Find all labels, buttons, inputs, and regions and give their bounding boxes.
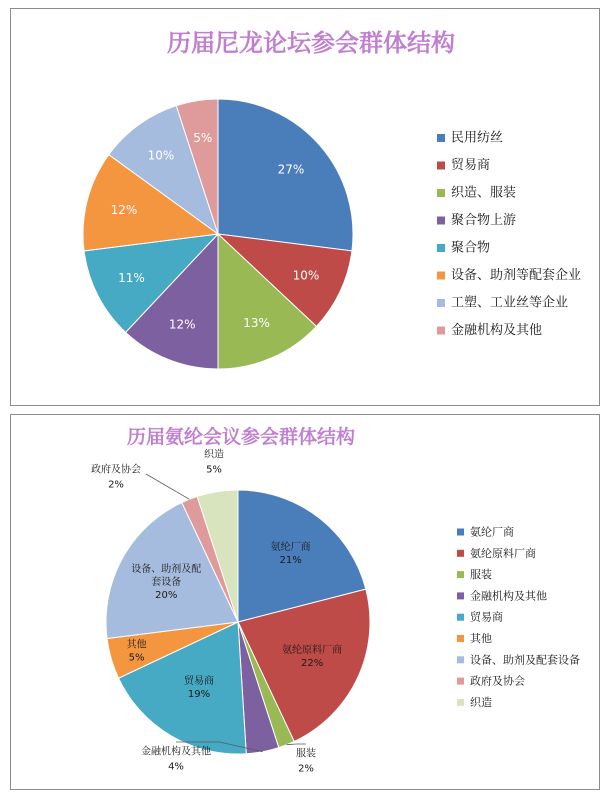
legend-label: 聚合物 [451, 240, 491, 256]
legend-swatch [457, 592, 464, 599]
legend-swatch [457, 656, 464, 663]
data-label: 织造 5% [204, 449, 224, 476]
legend-label: 金融机构及其他 [470, 589, 547, 603]
legend-label: 政府及协会 [470, 674, 525, 688]
legend-label: 织造、服装 [451, 185, 517, 201]
chart-panel-nylon [10, 8, 600, 406]
legend-label: 织造 [470, 695, 492, 709]
data-label: 12% [110, 202, 138, 217]
data-label: 氨纶原料厂商 22% [282, 644, 343, 669]
data-label: 12% [168, 317, 196, 332]
nylon-pie-chart [11, 9, 599, 405]
data-label: 13% [243, 316, 270, 331]
legend-label: 民用纺丝 [451, 130, 504, 146]
data-label: 27% [277, 162, 305, 177]
legend-swatch [437, 217, 445, 225]
legend-swatch [437, 189, 445, 197]
chart-panel-spandex [10, 414, 600, 790]
legend-swatch [437, 134, 445, 142]
legend-label: 金融机构及其他 [451, 323, 543, 338]
data-label: 其他 5% [126, 639, 147, 664]
legend-label: 工塑、工业丝等企业 [451, 295, 569, 311]
legend-label: 聚合物上游 [451, 213, 517, 228]
chart-title: 历届尼龙论坛参会群体结构 [167, 29, 455, 57]
data-label: 政府及协会 2% [91, 464, 141, 491]
legend-swatch [437, 299, 445, 307]
chart-title: 历届氨纶会议参会群体结构 [126, 426, 356, 448]
data-label: 服装 2% [296, 748, 316, 775]
legend-swatch [457, 614, 464, 621]
legend-label: 设备、助剂及配套设备 [470, 653, 580, 667]
legend-swatch [437, 272, 445, 280]
data-label: 10% [292, 268, 320, 283]
data-label: 11% [118, 271, 145, 286]
legend-label: 设备、助剂等配套企业 [451, 268, 582, 283]
legend-swatch [437, 327, 445, 335]
legend-label: 服装 [470, 568, 492, 582]
legend-swatch [457, 529, 464, 536]
legend-swatch [437, 244, 445, 252]
legend-label: 贸易商 [470, 610, 503, 624]
data-label: 设备、助剂及配套设备 20% [131, 564, 202, 602]
leader-line [146, 474, 189, 499]
legend-swatch [457, 699, 464, 706]
legend-label: 氨纶原料厂商 [470, 546, 536, 560]
data-label: 贸易商 19% [184, 675, 214, 700]
legend-swatch [457, 635, 464, 642]
legend-label: 贸易商 [451, 158, 491, 173]
leader-line [287, 744, 306, 745]
data-label: 金融机构及其他 4% [141, 746, 211, 773]
legend-swatch [437, 162, 445, 170]
data-label: 5% [193, 131, 213, 145]
data-label: 氨纶厂商 21% [270, 542, 311, 567]
spandex-pie-chart [11, 415, 599, 789]
legend-label: 氨纶厂商 [470, 525, 514, 539]
legend-swatch [457, 550, 464, 557]
legend-swatch [457, 571, 464, 578]
legend-label: 其他 [470, 632, 492, 645]
data-label: 10% [147, 148, 175, 163]
legend-swatch [457, 678, 464, 685]
